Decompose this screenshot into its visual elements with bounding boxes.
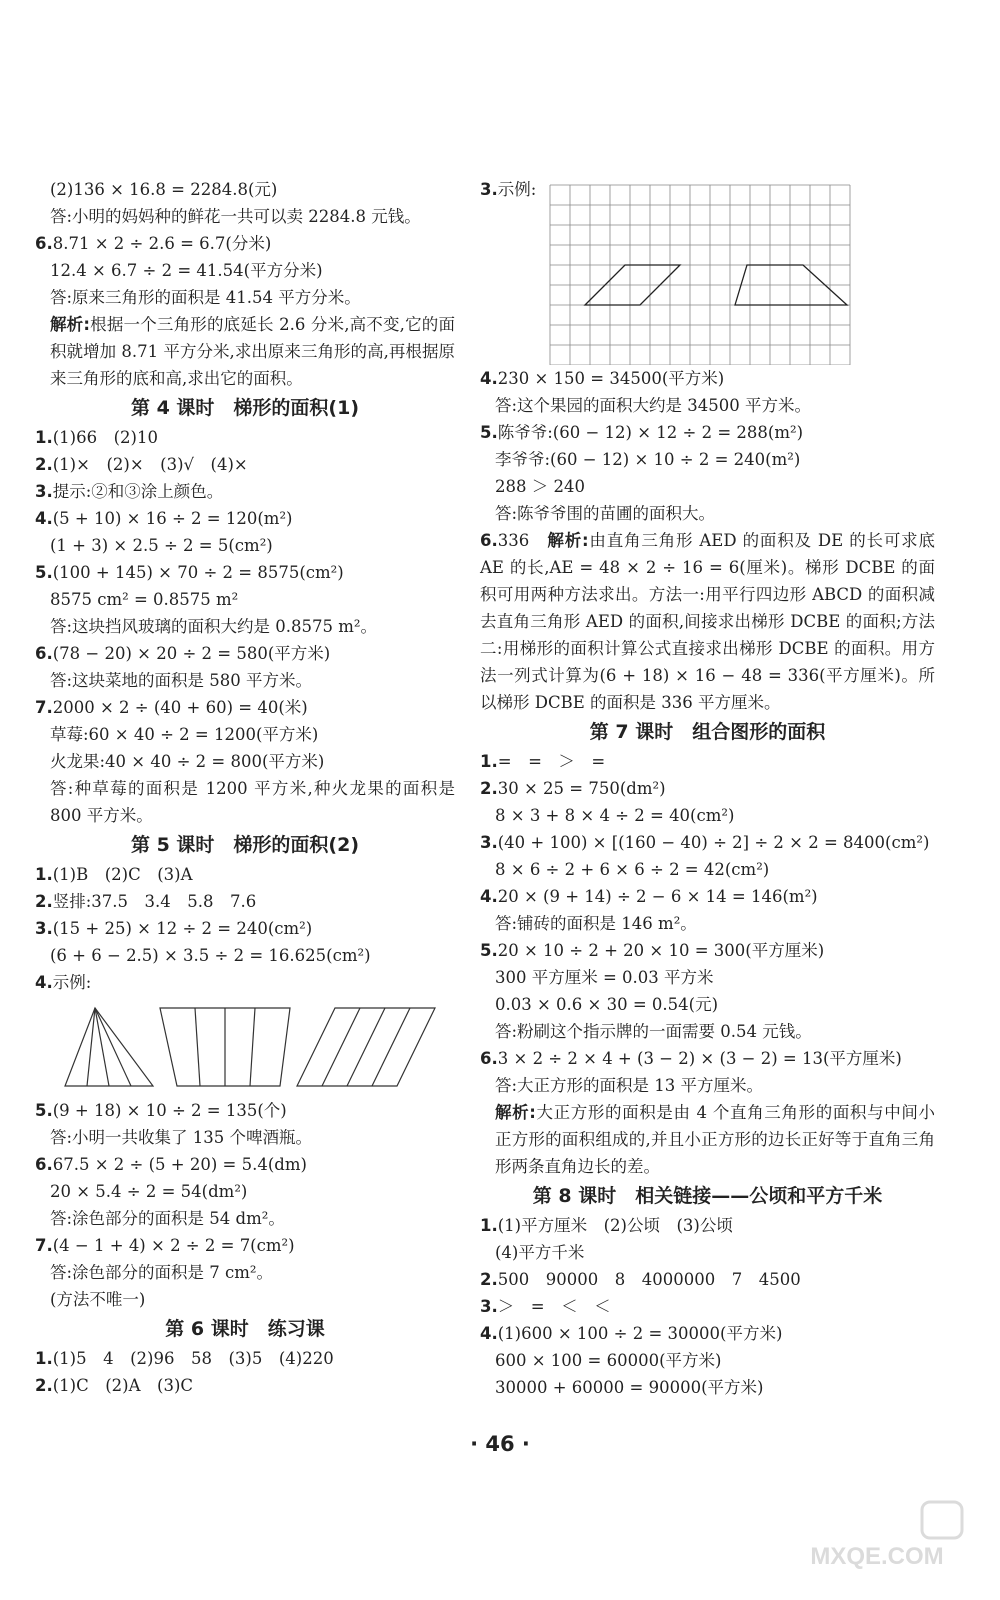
section-heading: 第 8 课时 相关链接——公顷和平方千米	[532, 1185, 883, 1207]
text-line: 答:种草莓的面积是 1200 平方米,种火龙果的面积是 800 平方米。	[50, 779, 455, 825]
section-heading: 第 6 课时 练习课	[165, 1318, 325, 1340]
text-line: 500 90000 8 4000000 7 4500	[497, 1270, 801, 1289]
text-line: 300 平方厘米 = 0.03 平方米	[495, 968, 714, 987]
page-number: · 46 ·	[470, 1432, 530, 1456]
text-line: 草莓:60 × 40 ÷ 2 = 1200(平方米)	[50, 725, 319, 744]
text-line: 答:原来三角形的面积是 41.54 平方分米。	[50, 288, 361, 307]
text-line: 答:这个果园的面积大约是 34500 平方米。	[495, 396, 812, 415]
left-column: (2)136 × 16.8 = 2284.8(元) 答:小明的妈妈种的鲜花一共可以卖 2284.8 元钱。 6.8.71 × 2 ÷ 2.6 = 6.7(分米) 12.4 × 6.7 ÷ 2 = 41.54(平方分米) 答:原来三角形的面积是 41.54 平方分米。 解析:根据一个三角形的底延长 2.6 分米,高不变,它的面积就增加 8.71 平方分米,求出原来三角形的高,再根据原来三角形的底和高,求出它的面积。 第 4 课时 梯形的面积(1) 1.(1)66 (2)10 2.(1)× (2)× (3)√ (4)× 3.提示:②和③涂上颜色。 4.(5 + 10) × 16 ÷ 2 = 120(m²) (1 + 3) × 2.5 ÷ 2 = 5(cm²) 5.(100 + 145) × 70 ÷ 2 = 8575(cm²) 8575 cm² = 0.8575 m² 答:这块挡风玻璃的面积大约是 0.8575 m²。 6.(78 − 20) × 20 ÷ 2 = 580(平方米) 答:这块菜地的面积是 580 平方米。 7.2000 × 2 ÷ (40 + 60) = 40(米) 草莓:60 × 40 ÷ 2 = 1200(平方米) 火龙果:40 × 40 ÷ 2 = 800(平方米) 答:种草莓的面积是 1200 平方米,种火龙果的面积是 800 平方米。 第 5 课时 梯形的面积(2) 1.(1)B (2)C (3)A 2.竖排:37.5 3.4 5.8 7.6 3.(15 + 25) × 12 ÷ 2 = 240(cm²) (6 + 6 − 2.5) × 3.5 ÷ 2 = 16.625(cm²) 4.示例: 5.(9 + 18) × 10 ÷ 2 = 135(个) 答:小明一共收集了 135 个啤酒瓶。 6.67.5 × 2 ÷ (5 + 20) = 5.4(dm) 20 × 5.4 ÷ 2 = 54(dm²) 答:涂色部分的面积是 54 dm²。 7.(4 − 1 + 4) × 2 ÷ 2 = 7(cm²) 答:涂色部分的面积是 7 cm²。 (方法不唯一) 第 6 课时 练习课 1.(1)5 4 (2)96 58 (3)5 (4)220 2.(1)C (2)A (3)C	[35, 176, 455, 1399]
analysis-paragraph: 解析:根据一个三角形的底延长 2.6 分米,高不变,它的面积就增加 8.71 平方分米,求出原来三角形的高,再根据原来三角形的底和高,求出它的面积。	[50, 315, 455, 388]
text-line: 答:大正方形的面积是 13 平方厘米。	[495, 1076, 764, 1095]
text-line: (1)600 × 100 ÷ 2 = 30000(平方米)	[497, 1324, 783, 1343]
text-line: (1)B (2)C (3)A	[52, 865, 193, 884]
text-line: (1)66 (2)10	[52, 428, 158, 447]
text-line: = = ＞ =	[497, 752, 606, 771]
text-line: (6 + 6 − 2.5) × 3.5 ÷ 2 = 16.625(cm²)	[50, 946, 371, 965]
text-line: (1)5 4 (2)96 58 (3)5 (4)220	[52, 1349, 334, 1368]
right-column: 3.示例: 4.230 × 150 = 34500(平方米) 答:这个果园的面积大约是 34500 平方米。 5.陈爷爷:(60 − 12) × 12 ÷ 2 = 288(m²) 李爷爷:(60 − 12) × 10 ÷ 2 = 240(m²) 288 ＞ 240 答:陈爷爷围的苗圃的面积大。 6.336 解析:由直角三角形 AED 的面积及 DE 的长可求底 AE 的长,AE = 48 × 2 ÷ 16 = 6(厘米)。梯形 DCBE 的面积可用两种方法求出。方法一:用平行四边形 ABCD 的面积减去直角三角形 AED 的面积,间接求出梯形 DCBE 的面积;方法二:用梯形的面积计算公式直接求出梯形 DCBE 的面积。用方法一列式计算为(6 + 18) × 16 − 48 = 336(平方厘米)。所以梯形 DCBE 的面积是 336 平方厘米。 第 7 课时 组合图形的面积 1.= = ＞ = 2.30 × 25 = 750(dm²) 8 × 3 + 8 × 4 ÷ 2 = 40(cm²) 3.(40 + 100) × [(160 − 40) ÷ 2] ÷ 2 × 2 = 8400(cm²) 8 × 6 ÷ 2 + 6 × 6 ÷ 2 = 42(cm²) 4.20 × (9 + 14) ÷ 2 − 6 × 14 = 146(m²) 答:铺砖的面积是 146 m²。 5.20 × 10 ÷ 2 + 20 × 10 = 300(平方厘米) 300 平方厘米 = 0.03 平方米 0.03 × 0.6 × 30 = 0.54(元) 答:粉刷这个指示牌的一面需要 0.54 元钱。 6.3 × 2 ÷ 2 × 4 + (3 − 2) × (3 − 2) = 13(平方厘米) 答:大正方形的面积是 13 平方厘米。 解析:大正方形的面积是由 4 个直角三角形的面积与中间小正方形的面积组成的,并且小正方形的边长正好等于直角三角形两条直角边长的差。 第 8 课时 相关链接——公顷和平方千米 1.(1)平方厘米 (2)公顷 (3)公顷 (4)平方千米 2.500 90000 8 4000000 7 4500 3.＞ = ＜ ＜ 4.(1)600 × 100 ÷ 2 = 30000(平方米) 600 × 100 = 60000(平方米) 30000 + 60000 = 90000(平方米)	[480, 176, 935, 1401]
text-line: (40 + 100) × [(160 − 40) ÷ 2] ÷ 2 × 2 = 8400(cm²)	[497, 833, 930, 852]
analysis-label: 解析:	[547, 531, 589, 550]
analysis-label: 解析:	[50, 315, 90, 334]
text-line: 答:陈爷爷围的苗圃的面积大。	[495, 504, 716, 523]
watermark-logo	[772, 1500, 982, 1570]
text-line: 12.4 × 6.7 ÷ 2 = 41.54(平方分米)	[50, 261, 323, 280]
text-line: 8.71 × 2 ÷ 2.6 = 6.7(分米)	[52, 234, 272, 253]
analysis-paragraph: 6.336 解析:由直角三角形 AED 的面积及 DE 的长可求底 AE 的长,AE = 48 × 2 ÷ 16 = 6(厘米)。梯形 DCBE 的面积可用两种方法求出。方法一:用平行四边形 ABCD 的面积减去直角三角形 AED 的面积,间接求出梯形 DCBE 的面积;方法二:用梯形的面积计算公式直接求出梯形 DCBE 的面积。用方法一列式计算为(6 + 18) × 16 − 48 = 336(平方厘米)。所以梯形 DCBE 的面积是 336 平方厘米。	[480, 531, 935, 712]
text-line: 陈爷爷:(60 − 12) × 12 ÷ 2 = 288(m²)	[497, 423, 804, 442]
text-line: 230 × 150 = 34500(平方米)	[497, 369, 725, 388]
section-heading: 第 5 课时 梯形的面积(2)	[130, 834, 360, 856]
text-line: 提示:②和③涂上颜色。	[52, 482, 224, 501]
text-line: 答:铺砖的面积是 146 m²。	[495, 914, 697, 933]
text-line: 30000 + 60000 = 90000(平方米)	[495, 1378, 764, 1397]
text-line: (78 − 20) × 20 ÷ 2 = 580(平方米)	[52, 644, 331, 663]
text-line: (2)136 × 16.8 = 2284.8(元)	[50, 180, 278, 199]
text-line: 答:小明的妈妈种的鲜花一共可以卖 2284.8 元钱。	[50, 207, 421, 226]
text-line: (4 − 1 + 4) × 2 ÷ 2 = 7(cm²)	[52, 1236, 295, 1255]
text-line: 答:涂色部分的面积是 54 dm²。	[50, 1209, 285, 1228]
text-line: 示例:	[52, 973, 92, 992]
text-line: ＞ = ＜ ＜	[497, 1297, 611, 1316]
text-line: (1)C (2)A (3)C	[52, 1376, 194, 1395]
text-line: (方法不唯一)	[50, 1290, 146, 1309]
text-line: (100 + 145) × 70 ÷ 2 = 8575(cm²)	[52, 563, 344, 582]
text-line: (1 + 3) × 2.5 ÷ 2 = 5(cm²)	[50, 536, 273, 555]
text-line: 8 × 3 + 8 × 4 ÷ 2 = 40(cm²)	[495, 806, 735, 825]
text-line: 火龙果:40 × 40 ÷ 2 = 800(平方米)	[50, 752, 325, 771]
question-number: 6.	[35, 234, 53, 253]
text-line: (1)平方厘米 (2)公顷 (3)公顷	[497, 1216, 733, 1235]
text-line: 3 × 2 ÷ 2 × 4 + (3 − 2) × (3 − 2) = 13(平方厘米)	[497, 1049, 902, 1068]
text-line: 8575 cm² = 0.8575 m²	[50, 590, 239, 609]
text-line: 20 × 5.4 ÷ 2 = 54(dm²)	[50, 1182, 248, 1201]
grid-drawing-figure	[545, 180, 865, 365]
text-line: 2000 × 2 ÷ (40 + 60) = 40(米)	[52, 698, 308, 717]
text-line: 288 ＞ 240	[495, 477, 585, 496]
watermark-text: MXQE.COM	[810, 1543, 944, 1570]
section-heading: 第 4 课时 梯形的面积(1)	[130, 397, 360, 419]
trapezoid-division-figures	[35, 998, 445, 1093]
text-line: 答:粉刷这个指示牌的一面需要 0.54 元钱。	[495, 1022, 812, 1041]
text-line: (1)× (2)× (3)√ (4)×	[52, 455, 248, 474]
text-line: 30 × 25 = 750(dm²)	[497, 779, 666, 798]
text-line: 67.5 × 2 ÷ (5 + 20) = 5.4(dm)	[52, 1155, 307, 1174]
text-line: 答:涂色部分的面积是 7 cm²。	[50, 1263, 274, 1282]
analysis-paragraph: 解析:大正方形的面积是由 4 个直角三角形的面积与中间小正方形的面积组成的,并且小正方形的边长正好等于直角三角形两条直角边长的差。	[495, 1103, 935, 1176]
text-line: 600 × 100 = 60000(平方米)	[495, 1351, 722, 1370]
text-line: 示例:	[497, 180, 537, 199]
triangle-figure	[65, 1008, 153, 1086]
text-line: 8 × 6 ÷ 2 + 6 × 6 ÷ 2 = 42(cm²)	[495, 860, 770, 879]
text-line: (9 + 18) × 10 ÷ 2 = 135(个)	[52, 1101, 287, 1120]
text-line: (4)平方千米	[495, 1243, 585, 1262]
text-line: 竖排:37.5 3.4 5.8 7.6	[52, 892, 257, 911]
text-line: 20 × (9 + 14) ÷ 2 − 6 × 14 = 146(m²)	[497, 887, 818, 906]
text-line: 李爷爷:(60 − 12) × 10 ÷ 2 = 240(m²)	[495, 450, 801, 469]
text-line: 答:这块菜地的面积是 580 平方米。	[50, 671, 313, 690]
text-line: (15 + 25) × 12 ÷ 2 = 240(cm²)	[52, 919, 313, 938]
text-line: 答:小明一共收集了 135 个啤酒瓶。	[50, 1128, 313, 1147]
text-line: 0.03 × 0.6 × 30 = 0.54(元)	[495, 995, 719, 1014]
analysis-label: 解析:	[495, 1103, 536, 1122]
section-heading: 第 7 课时 组合图形的面积	[589, 721, 826, 743]
text-line: (5 + 10) × 16 ÷ 2 = 120(m²)	[52, 509, 293, 528]
text-line: 答:这块挡风玻璃的面积大约是 0.8575 m²。	[50, 617, 378, 636]
text-line: 20 × 10 ÷ 2 + 20 × 10 = 300(平方厘米)	[497, 941, 825, 960]
